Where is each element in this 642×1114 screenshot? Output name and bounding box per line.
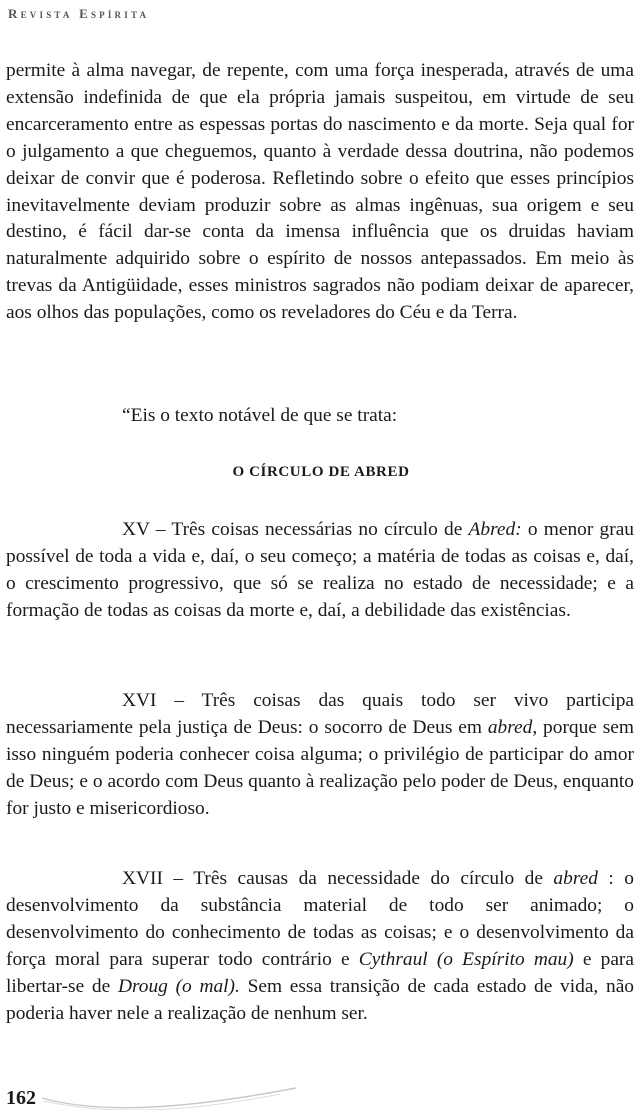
page-number: 162 (6, 1087, 36, 1109)
triad-xvi-paragraph (6, 688, 634, 823)
triad-xvi-term: abred (487, 716, 533, 738)
triad-xvi-rest: , porque sem isso ninguém poderia conhecer coisa alguma; o privilégio de participar do amor de Deus; e o acordo com Deus quanto à realização pelo poder de Deus, enquanto for justo e misericordioso. (6, 716, 634, 819)
triad-xvi-lead: XVI – Três coisas das quais todo ser vivo participa necessariamente pela justiça de Deus: o socorro de Deus em (6, 690, 634, 738)
running-header: Revista Espírita (8, 6, 150, 21)
footer-swash-ornament (40, 1084, 300, 1110)
triad-xvii-term: abred (553, 868, 598, 889)
triad-xvii-mid1: : o desenvolvimento da substância material de todo ser animado; o desenvolvimento do conhecimento de todas as coisas; e o desenvolvimento da força moral para superar todo contrário e (6, 868, 635, 970)
triad-xvii-lead: XVII – Três causas da necessidade do círculo de (122, 868, 554, 889)
triad-xvii-term2: Cythraul (o Espírito mau) (358, 948, 574, 970)
triad-xv-rest: o menor grau possível de toda a vida e, daí, o seu começo; a matéria de todas as coisas e, daí, o crescimento progressivo, que só se realiza no estado de necessidade; e a formação de todas as coisas da morte e, daí, a debilidade das existências. (6, 519, 634, 621)
triad-xvii-mid2: e para libertar-se de (6, 948, 634, 997)
triad-xv-term: Abred: (468, 519, 522, 540)
triad-xvii-term3: Droug (o mal). (117, 975, 240, 997)
section-title: O CÍRCULO DE ABRED (232, 464, 410, 480)
quote-intro: “Eis o texto notável de que se trata: (122, 405, 398, 426)
triad-xvii-paragraph (6, 866, 634, 1027)
triad-xv-lead: XV – Três coisas necessárias no círculo de (122, 519, 469, 540)
triad-xv-paragraph (6, 517, 634, 625)
triad-xvii-rest: Sem essa transição de cada estado de vida, não poderia haver nele a realização de nenhum ser. (6, 975, 634, 1024)
continuation-paragraph: permite à alma navegar, de repente, com uma força inesperada, através de uma extensão indefinida de que ela própria jamais suspeitou, em virtude de seu encarceramento entre as espessas portas do nascimento e da morte. Seja qual for o julgamento a que cheguemos, quanto à verdade dessa doutrina, não podemos deixar de convir que é poderosa. Refletindo sobre o efeito que esses princípios inevitavelmente deviam produzir sobre as almas ingênuas, sua origem e seu destino, é fácil dar-se conta da imensa influência que os druidas haviam naturalmente adquirido sobre o espírito de nossos antepassados. Em meio às trevas da Antigüidade, esses ministros sagrados não podiam deixar de aparecer, aos olhos das populações, como os reveladores do Céu e da Terra. (6, 60, 634, 324)
